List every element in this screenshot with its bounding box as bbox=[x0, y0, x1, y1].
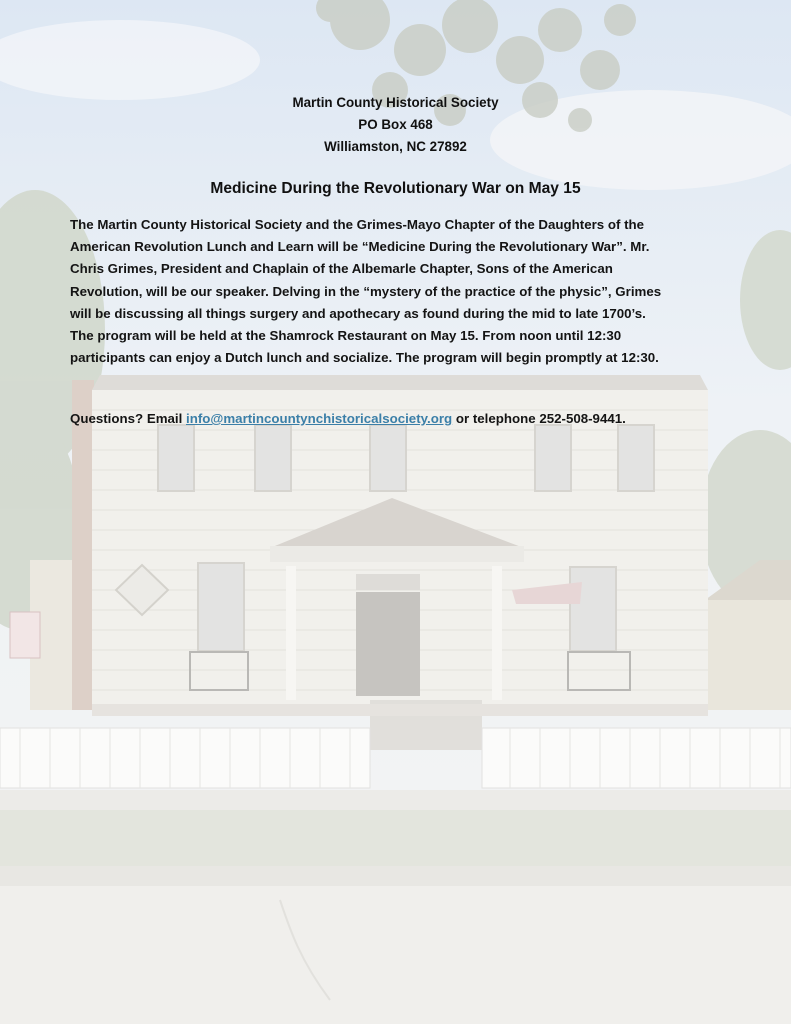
paragraph-line: The Martin County Historical Society and the Grimes-Mayo Chapter of the Daughters of the bbox=[70, 217, 645, 232]
paragraph-line: will be discussing all things surgery and apothecary as found during the mid to late 1700’s. bbox=[70, 305, 646, 321]
paragraph-line: participants can enjoy a Dutch lunch and socialize. The program will begin promptly at 12:30. bbox=[70, 350, 659, 366]
po-box: PO Box 468 bbox=[358, 117, 433, 132]
contact-line bbox=[70, 411, 750, 426]
event-description bbox=[70, 214, 730, 369]
city-line: Williamston, NC 27892 bbox=[324, 139, 467, 154]
email-link[interactable]: info@martincountynchistoricalsociety.org bbox=[186, 411, 453, 426]
paragraph-line: Revolution, will be our speaker. Delving in the “mystery of the practice of the physic”, Grimes bbox=[70, 283, 662, 299]
event-title: Medicine During the Revolutionary War on May 15 bbox=[210, 180, 581, 197]
org-name: Martin County Historical Society bbox=[292, 95, 499, 110]
letterhead bbox=[0, 92, 791, 158]
contact-suffix: or telephone 252-508-9441. bbox=[452, 411, 626, 426]
paragraph-line: Chris Grimes, President and Chaplain of the Albemarle Chapter, Sons of the American bbox=[70, 261, 613, 277]
contact-prefix: Questions? Email bbox=[70, 411, 187, 426]
paragraph-line: The program will be held at the Shamrock Restaurant on May 15. From noon until 12:30 bbox=[70, 328, 622, 344]
paragraph-line: American Revolution Lunch and Learn will be “Medicine During the Revolutionary War”. Mr. bbox=[70, 239, 650, 255]
